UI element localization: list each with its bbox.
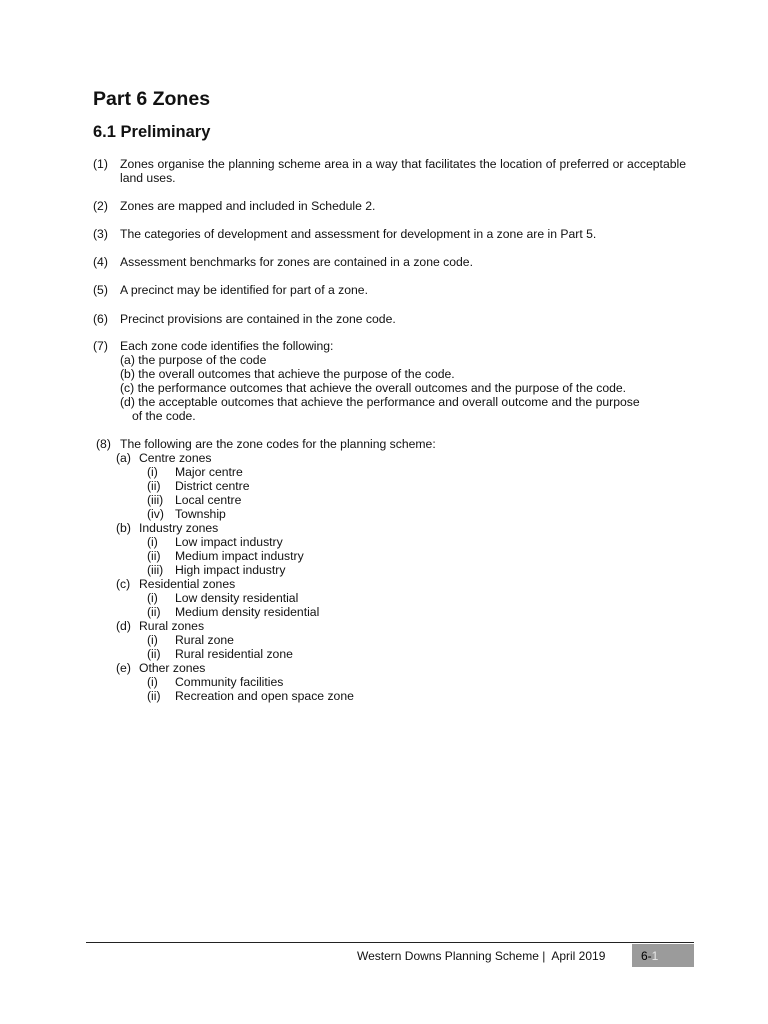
clause-1 bbox=[93, 157, 686, 185]
list-item: (d) the acceptable outcomes that achieve the performance and overall outcome and the purpose bbox=[120, 395, 640, 409]
zone-item-name: Community facilities bbox=[175, 675, 284, 689]
zone-item-name: Medium impact industry bbox=[175, 549, 304, 563]
zone-item-name: Township bbox=[175, 507, 226, 521]
clause-7 bbox=[93, 339, 686, 423]
zone-group-name: Rural zones bbox=[139, 619, 205, 633]
clause-number: (3) bbox=[93, 227, 108, 241]
clause-2 bbox=[93, 199, 686, 213]
clause-8-intro bbox=[96, 437, 686, 451]
clause-5 bbox=[93, 283, 686, 297]
zone-item bbox=[96, 605, 686, 619]
zone-item bbox=[96, 633, 686, 647]
zone-item-name: Low density residential bbox=[175, 591, 299, 605]
zone-item-label: (iii) bbox=[147, 493, 164, 507]
zone-item-label: (ii) bbox=[147, 647, 161, 661]
clause-4 bbox=[93, 255, 686, 269]
zone-item bbox=[96, 465, 686, 479]
zone-item bbox=[96, 689, 686, 703]
zone-item bbox=[96, 591, 686, 605]
clause-8 bbox=[96, 437, 686, 703]
zone-item-label: (i) bbox=[147, 675, 158, 689]
list-item-continuation: of the code. bbox=[132, 409, 196, 423]
page-number-value: 1 bbox=[651, 949, 659, 963]
clause-3 bbox=[93, 227, 686, 241]
zone-item bbox=[96, 507, 686, 521]
clause-6 bbox=[93, 312, 686, 326]
zone-item bbox=[96, 647, 686, 661]
zone-group-label: (d) bbox=[116, 619, 131, 633]
clause-text: Zones organise the planning scheme area in a way that facilitates the location of preferred or acceptable land uses. bbox=[120, 157, 686, 185]
zone-item-label: (i) bbox=[147, 465, 158, 479]
clause-text: Zones are mapped and included in Schedule 2. bbox=[120, 199, 376, 213]
clause-number: (5) bbox=[93, 283, 108, 297]
zone-item-label: (ii) bbox=[147, 479, 161, 493]
footer-divider bbox=[86, 942, 694, 943]
footer-title: Western Downs Planning Scheme | April 2019 bbox=[357, 949, 606, 963]
zone-item-name: Major centre bbox=[175, 465, 243, 479]
zone-item-name: District centre bbox=[175, 479, 250, 493]
clause-number: (1) bbox=[93, 157, 108, 171]
zone-group-label: (c) bbox=[116, 577, 131, 591]
zone-group-label: (a) bbox=[116, 451, 131, 465]
zone-group-name: Residential zones bbox=[139, 577, 236, 591]
zone-item-name: Rural zone bbox=[175, 633, 234, 647]
zone-item bbox=[96, 563, 686, 577]
zone-item bbox=[96, 675, 686, 689]
clause-text: Assessment benchmarks for zones are contained in a zone code. bbox=[120, 255, 473, 269]
clause-number: (7) bbox=[93, 339, 108, 353]
list-item: (c) the performance outcomes that achieve the overall outcomes and the purpose of the code. bbox=[120, 381, 627, 395]
list-item: (b) the overall outcomes that achieve the purpose of the code. bbox=[120, 367, 455, 381]
page-number bbox=[641, 949, 658, 963]
zone-item-name: Low impact industry bbox=[175, 535, 283, 549]
zone-item-label: (ii) bbox=[147, 549, 161, 563]
zone-group-name: Centre zones bbox=[139, 451, 212, 465]
zone-item bbox=[96, 493, 686, 507]
zone-code-list bbox=[96, 451, 686, 703]
page-prefix: 6- bbox=[641, 949, 652, 963]
clause-number: (4) bbox=[93, 255, 108, 269]
clause-number: (2) bbox=[93, 199, 108, 213]
zone-group bbox=[96, 577, 686, 591]
zone-group-label: (e) bbox=[116, 661, 131, 675]
zone-item-label: (i) bbox=[147, 633, 158, 647]
zone-group-label: (b) bbox=[116, 521, 131, 535]
zone-item bbox=[96, 535, 686, 549]
clause-text: The categories of development and assessment for development in a zone are in Part 5. bbox=[120, 227, 597, 241]
zone-item bbox=[96, 549, 686, 563]
zone-item-name: Medium density residential bbox=[175, 605, 320, 619]
zone-item-label: (ii) bbox=[147, 605, 161, 619]
zone-item-name: Rural residential zone bbox=[175, 647, 293, 661]
zone-item-label: (iii) bbox=[147, 563, 164, 577]
zone-group bbox=[96, 521, 686, 535]
zone-item-name: Recreation and open space zone bbox=[175, 689, 354, 703]
zone-group bbox=[96, 619, 686, 633]
zone-item-label: (ii) bbox=[147, 689, 161, 703]
zone-item bbox=[96, 479, 686, 493]
clause-text: Precinct provisions are contained in the zone code. bbox=[120, 312, 396, 326]
zone-group bbox=[96, 451, 686, 465]
page-title: Part 6 Zones bbox=[93, 88, 211, 110]
clause-text: Each zone code identifies the following: bbox=[120, 339, 334, 353]
clause-text: The following are the zone codes for the planning scheme: bbox=[120, 437, 436, 451]
clause-text: A precinct may be identified for part of a zone. bbox=[120, 283, 368, 297]
section-heading: 6.1 Preliminary bbox=[93, 123, 211, 141]
zone-item-label: (iv) bbox=[147, 507, 164, 521]
zone-item-name: High impact industry bbox=[175, 563, 286, 577]
zone-item-label: (i) bbox=[147, 591, 158, 605]
zone-item-label: (i) bbox=[147, 535, 158, 549]
zone-group bbox=[96, 661, 686, 675]
zone-group-name: Industry zones bbox=[139, 521, 219, 535]
zone-group-name: Other zones bbox=[139, 661, 206, 675]
list-item: (a) the purpose of the code bbox=[120, 353, 267, 367]
zone-item-name: Local centre bbox=[175, 493, 242, 507]
clause-number: (6) bbox=[93, 312, 108, 326]
clause-number: (8) bbox=[96, 437, 111, 451]
